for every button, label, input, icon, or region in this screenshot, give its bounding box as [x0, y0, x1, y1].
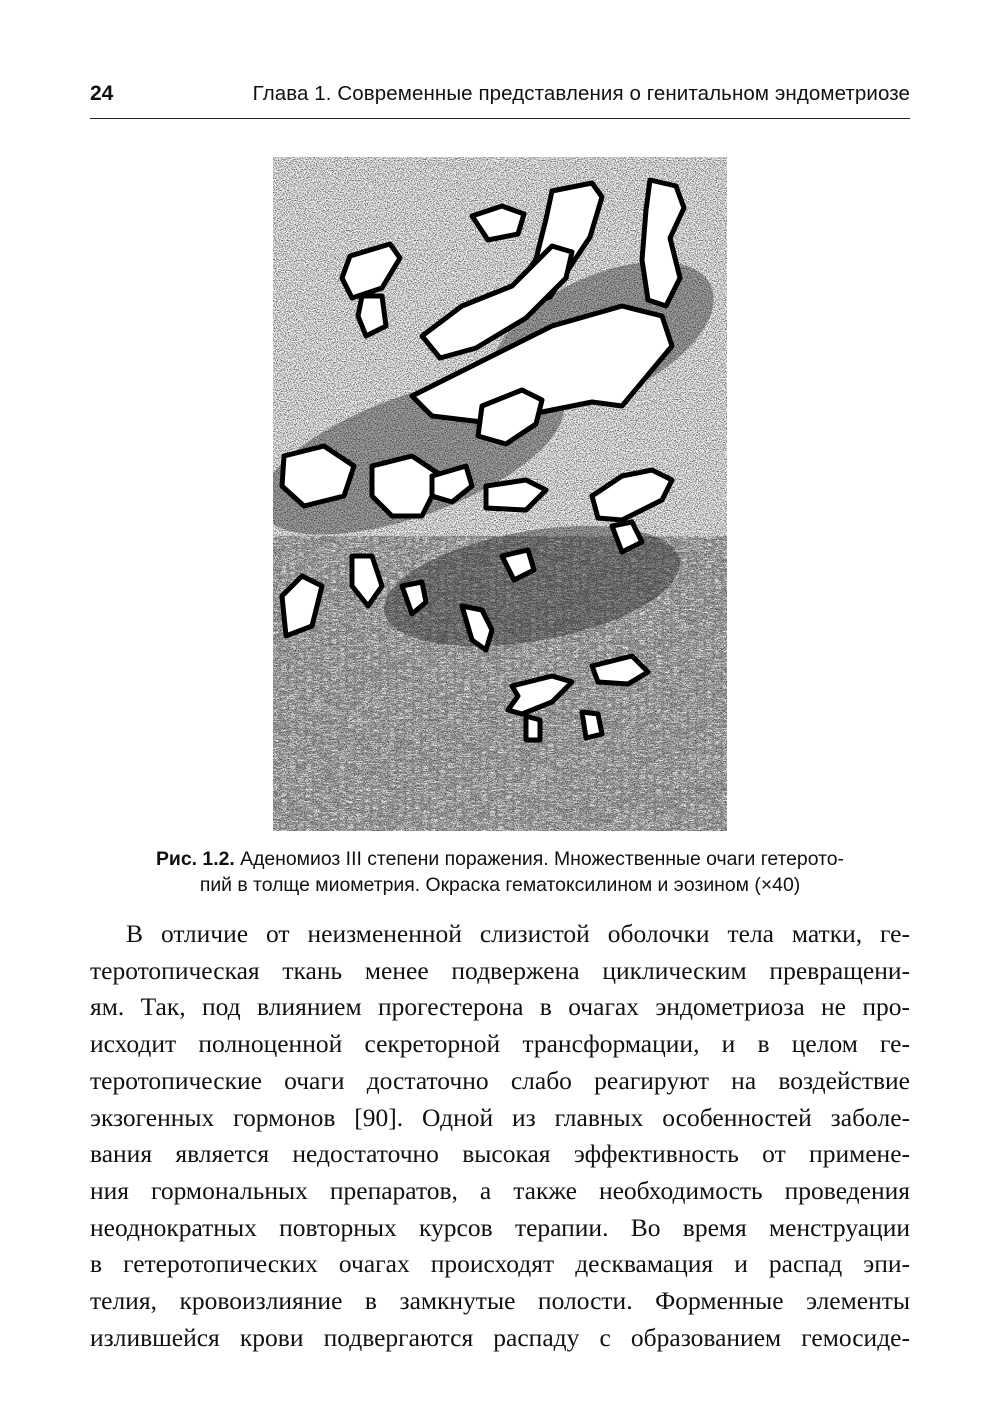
caption-text-1: Аденомиоз III степени поражения. Множественные очаги гетерото-	[234, 848, 844, 870]
caption-line-1	[88, 846, 912, 872]
text-line: ния гормональных препаратов, а также необходимость проведения	[90, 1175, 910, 1205]
text-line: излившейся крови подвергаются распаду с образованием гемосиде-	[90, 1322, 910, 1352]
body-paragraph	[90, 916, 910, 1356]
histology-figure	[272, 156, 728, 832]
figure-caption	[88, 846, 912, 898]
page-header	[90, 74, 910, 119]
running-title: Глава 1. Современные представления о генитальном эндометриозе	[252, 82, 910, 105]
text-line: вания является недостаточно высокая эффективность от примене-	[90, 1139, 910, 1169]
text-line: В отличие от неизмененной слизистой оболочки тела матки, ге-	[126, 919, 910, 948]
caption-label: Рис. 1.2.	[156, 848, 235, 870]
text-line: экзогенных гормонов [90]. Одной из главных особенностей заболе-	[90, 1102, 910, 1132]
text-line: неоднократных повторных курсов терапии. Во время менструации	[90, 1212, 910, 1242]
text-line: теротопическая ткань менее подвержена циклическим превращени-	[90, 955, 910, 985]
caption-line-2: пий в толще миометрия. Окраска гематоксилином и эозином (×40)	[199, 874, 801, 896]
histology-micrograph-icon	[272, 156, 728, 832]
text-line: ям. Так, под влиянием прогестерона в очагах эндометриоза не про-	[90, 992, 910, 1022]
text-line: телия, кровоизлияние в замкнутые полости. Форменные элементы	[90, 1286, 910, 1316]
text-line: в гетеротопических очагах происходят десквамация и распад эпи-	[90, 1249, 910, 1279]
page-number: 24	[90, 82, 114, 105]
text-line: теротопические очаги достаточно слабо реагируют на воздействие	[90, 1065, 910, 1095]
text-line: исходит полноценной секреторной трансформации, и в целом ге-	[90, 1029, 910, 1059]
